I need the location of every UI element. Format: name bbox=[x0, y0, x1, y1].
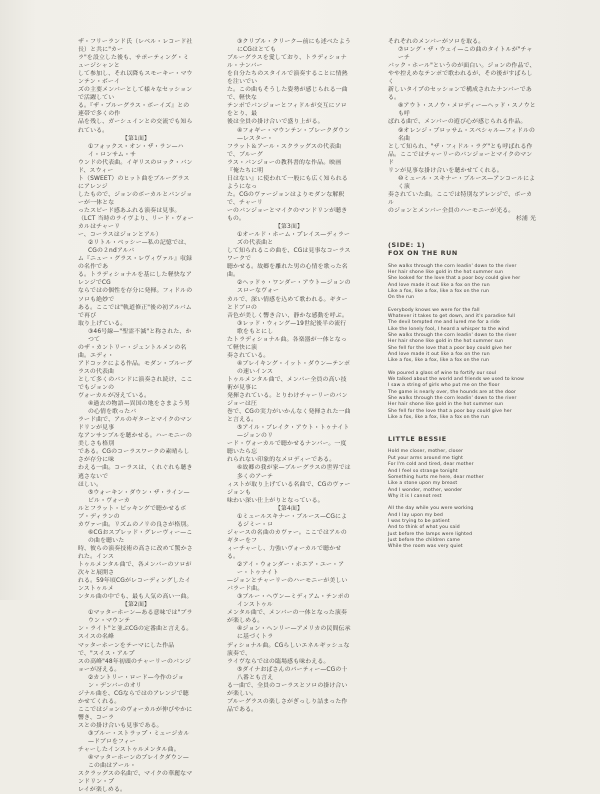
note-line: 聴かせる。故郷を離れた男の心情を歌った名曲。 bbox=[227, 264, 348, 279]
author-signature: 杉浦 光 bbox=[515, 216, 536, 223]
track-note-start: ⑤アイル・ブレイク・アウト・トゥナイト—ジョンのリ bbox=[237, 425, 350, 440]
side-heading: 【第4面】 bbox=[274, 505, 304, 512]
note-line: ヴォーカルが冴えている。 bbox=[78, 393, 151, 400]
note-line: カヴァー曲。リズムのノリの良さが格別。 bbox=[78, 521, 193, 528]
lyric-line: Hold me closer, mother, closer bbox=[388, 449, 464, 455]
track-note-start: ②リトル・ベッシー—私の記憶では、CGの２ndアルバ bbox=[88, 240, 191, 255]
note-line: なアンサンブルを聴かせる。ハーモニーの美しさも格別 bbox=[78, 433, 193, 448]
note-line: 後は全員の掛け合いで盛り上がる。 bbox=[227, 119, 324, 126]
lyric-line: She walks through the corn leadin' down to the river bbox=[388, 332, 517, 338]
lyric-line: Her hair shone like gold in the hot summer sun bbox=[388, 402, 504, 408]
lyric-line: Like a stone upon my breast bbox=[388, 481, 458, 487]
side-heading: 【第3面】 bbox=[274, 224, 304, 231]
track-note-start: ⑥CGおスプレッド・グレーヴィー—この曲を聴いた bbox=[88, 529, 193, 544]
song-title-fox-on-the-run: FOX ON THE RUN bbox=[388, 249, 458, 258]
note-line: ン・ライト"と並ぶCGの定番曲と言える。スイスの名峰 bbox=[78, 626, 193, 641]
lyric-line: Her hair shone like gold in the hot summer sun bbox=[388, 269, 504, 275]
note-line: ト（SWEET）のヒット曲をブルーグラスにアレンジ bbox=[78, 175, 190, 190]
notes-column-right bbox=[388, 38, 538, 594]
note-line: 品。ここではチャーリーのバンジョーとマイクのマンド bbox=[388, 151, 533, 166]
lyric-line: We talked about the world and friends we used to know bbox=[388, 377, 525, 383]
track-note-start: ②カントリー・ロード—今作のジョン・デンバーのオリ bbox=[88, 674, 184, 689]
note-line: ブルーグラスを愛しており、トラディショナル・ナンバー bbox=[227, 55, 347, 70]
note-line: スとの掛け合いも見事である。 bbox=[78, 722, 163, 729]
note-line: （LCT 当時のライヴより、リード・ヴォーカルはチャーリ bbox=[78, 216, 194, 231]
note-line: ある。ここでは"軌道修正"後の初アルバムで再び bbox=[78, 304, 192, 319]
note-line: ィーチャーし、力強いヴォーカルで聴かせる。 bbox=[227, 545, 342, 560]
note-line: ザ・フリーランド氏（レベル・レコード社長）と共に"カー bbox=[78, 39, 193, 54]
note-line: た。CGのヴァージョンはよりモダンな解釈で、チャーリ bbox=[227, 191, 345, 206]
note-line: アドコックによる作品。モダン・ブルーグラスの代表曲 bbox=[78, 360, 193, 375]
note-line: を自分たちのスタイルで演奏することに情熱を注いでい bbox=[227, 71, 348, 86]
note-line: したもので、ジョンのボーカルとバンジョーが一体とな bbox=[78, 191, 193, 206]
note-line: 味わい深い仕上がりとなっている。 bbox=[227, 497, 324, 504]
lyric-line: While the room was very quiet bbox=[388, 544, 463, 550]
lyric-line: Why it is I cannot rest bbox=[388, 493, 442, 499]
lyric-line: On the run bbox=[388, 295, 415, 301]
lyric-line: She fell for the love that a poor boy could give her bbox=[388, 345, 512, 351]
lyric-line: She walks through the corn leadin' down to the river bbox=[388, 263, 517, 269]
lyric-line: And to think of what you said bbox=[388, 525, 460, 531]
lyric-line: I saw a string of girls who put me on the floor bbox=[388, 383, 500, 389]
note-line: カルで、深い情感を込めて歌われる。ギターとドブロの bbox=[227, 296, 348, 311]
note-line: のザ・カントリー・ジェントルメンの名曲。エディ・ bbox=[78, 344, 187, 359]
note-line: フラット＆アール・スクラッグスの代表曲で、ブルーグ bbox=[227, 143, 342, 158]
side-heading: 【第1面】 bbox=[121, 135, 151, 142]
note-line: 時、彼らの演奏技術の高さに改めて驚かされた。インス bbox=[78, 545, 193, 560]
note-line: る。『ザ・ブルーグラス・ボーイズ』との連帯で多くの作 bbox=[78, 103, 190, 118]
lyric-line: I was trying to be patient bbox=[388, 518, 450, 524]
note-line: 品を残し、ガーシュインとの交流でも知られている。 bbox=[78, 119, 193, 134]
note-line: 取り上げている。 bbox=[78, 320, 127, 327]
note-line: ンタル曲の中でも、最も人気の高い一曲。 bbox=[78, 594, 193, 601]
note-line: トゥルメンタル曲で、各メンバーのソロが次々と展開さ bbox=[78, 562, 192, 577]
track-note-start: ⑨オレンジ・ブロッサム・スペシャル—フィドルの名曲 bbox=[398, 127, 536, 142]
track-note-start: ③レッド・ウィング—19世紀後半の流行歌をもとにし bbox=[237, 320, 347, 335]
lyric-line: She looked for the love that a poor boy could give her bbox=[388, 276, 521, 282]
song-title-little-bessie: LITTLE BESSIE bbox=[388, 435, 447, 444]
track-note-start: ④マッターホーンのブレイクダウン—この曲はアール・ bbox=[88, 755, 189, 770]
track-note-start: ⑩ミュール・スキナー・ブルース—アンコールによく演 bbox=[398, 175, 536, 190]
note-line: ズの主要メンバーとして様々なセッションで活躍してい bbox=[78, 87, 193, 102]
lyric-line: Like a fox, like a fox, like a fox on the run bbox=[388, 358, 490, 364]
note-line: ード・ヴォーカルで聴かせるナンバー。一度聴いたら忘 bbox=[227, 441, 347, 456]
note-line: ルとフラット・ピッキングで聴かせるボブ・ディランの bbox=[78, 505, 187, 520]
track-note-start: ①オールド・ホーム・プレイス—ディラーズの代表曲と bbox=[237, 232, 350, 247]
track-note-start: ③ブルー・ストラップ・ミュージカル—ドブロをフィー bbox=[88, 731, 190, 746]
lyric-line: Just before the children came bbox=[388, 537, 461, 543]
track-note-start: ⑥故郷の我が家—ブルーグラスの世界では多くのアーテ bbox=[237, 465, 351, 480]
note-line: マッターホーンをテーマにした作品で、"スイス・アルプ bbox=[78, 642, 175, 657]
track-note-start: ③46号線—"聖霊不滅"と称された、かつて bbox=[88, 328, 192, 343]
note-line: ジャースの名曲のカヴァー。ここではアルのギターをフ bbox=[227, 529, 347, 544]
note-line: 新しいタイプのセッションで構成されたナンバーである。 bbox=[388, 87, 532, 102]
note-line: メンタル曲で、メンバーの一体となった演奏が楽しめる。 bbox=[227, 610, 348, 625]
track-note-start: ③ブルー・ヘヴン—ミディアム・テンポのインストゥル bbox=[237, 594, 350, 609]
note-line: 巻で、CGの実力がいかんなく発揮された一曲と言える。 bbox=[227, 409, 351, 424]
lyric-line: Something hurts me here, dear mother bbox=[388, 474, 484, 480]
note-line: ブルーグラスの楽しさがぎっしり詰まった作品である。 bbox=[227, 698, 348, 713]
note-line: ほしい。 bbox=[78, 481, 103, 488]
note-line: ディショナル曲。CGらしいエネルギッシュな演奏で、 bbox=[227, 642, 350, 657]
note-line: る一曲で、全員のコーラスとソロの掛け合いが楽しい。 bbox=[227, 682, 348, 697]
note-line: 音色が美しく響き合い、静かな感動を呼ぶ。 bbox=[227, 312, 348, 319]
note-line: トゥルメンタル曲で、メンバー全員の高い技術が見事に bbox=[227, 376, 347, 392]
lyric-line: All the day while you were working bbox=[388, 506, 474, 512]
lyric-line: And I wonder, mother, wonder bbox=[388, 487, 463, 493]
note-line: る。トラディショナルを基にした軽快なアレンジでCG bbox=[78, 272, 192, 287]
lyric-line: Her hair shone like gold in the hot summer sun bbox=[388, 339, 504, 345]
note-line: 発揮されている。とりわけチャーリーのバンジョーは圧 bbox=[227, 393, 348, 408]
note-line: 奏されていた曲。ここでは特別なアレンジで、ボーカル bbox=[388, 191, 533, 206]
note-line: ーのバンジョーとマイクのマンドリンが聴きもの。 bbox=[227, 207, 348, 223]
notes-column-left bbox=[78, 38, 194, 794]
lyric-line: And I feel so strange tonight bbox=[388, 468, 458, 474]
note-line: ライヴならではの臨場感も味わえる。 bbox=[227, 658, 330, 665]
lyric-line: We poured a glass of wine to fortify our soul bbox=[388, 370, 497, 376]
lyric-line: She fell for the love that a poor boy could give her bbox=[388, 408, 512, 414]
track-note-start: ⑤ウォーキン・ダウン・ザ・ライン—ビル・ヴォーカ bbox=[88, 489, 190, 504]
note-line: ウンドの代表曲。イギリスのロック・バンド、スウィー bbox=[78, 159, 193, 174]
track-note-start: ④フォギー・マウンテン・ブレークダウン—レスター・ bbox=[237, 127, 351, 142]
lyric-line: And love made it out like a fox on the run bbox=[388, 282, 490, 288]
note-line: ここではジョンのヴォーカルが伸びやかに響き、コーラ bbox=[78, 706, 193, 721]
lyric-line: The devil tempted me and lured me for a ride bbox=[388, 320, 500, 326]
note-line: テンポでバンジョーとフィドルが交互にソロをとり、最 bbox=[227, 103, 347, 118]
note-line: ったスピード感あふれる演奏は見事。 bbox=[78, 207, 181, 214]
note-line: ー、コーラスはジョンとアル） bbox=[78, 232, 162, 239]
lyric-line: Like the lonely fool, I heard a whisper to the wind bbox=[388, 326, 510, 332]
track-note-start: ③クリプル・クリーク—前にも述べたようにCGはとても bbox=[237, 39, 351, 54]
track-note-start: ⑦ロング・ザ・ウェイ—この曲のタイトルが"チャーチ bbox=[398, 47, 533, 62]
note-line: リンが見事な掛け合いを聴かせてくれる。 bbox=[388, 167, 503, 174]
note-line: ラ"を設立した後も、サポーティング・ミュージシャンと bbox=[78, 55, 190, 70]
track-note-start: ⑧アウト・スノウ・メロディー—ヘッド・スノウとも呼 bbox=[398, 103, 536, 118]
note-line: して参加し、それ以降もスモーキー・マウンテン・ボーイ bbox=[78, 71, 193, 86]
note-line: 奏されている。 bbox=[227, 352, 270, 359]
lyric-line: And love made it out like a fox on the run bbox=[388, 352, 490, 357]
note-line: として知られ、"ザ・フィドル・ラグ"とも呼ばれる作 bbox=[388, 143, 533, 150]
lyric-line: Whatever it takes to get down, and it's paradise full bbox=[388, 313, 516, 319]
track-note-start: ⑤ダイナおばさんのパーティー—CGの十八番とも言え bbox=[237, 666, 348, 681]
note-line: わえる一曲。コーラスは、くれぐれも聴き逃さないで bbox=[78, 465, 193, 480]
lyric-line: And I lay upon my bed bbox=[388, 512, 443, 518]
lyric-line: For I'm cold and tired, dear mother bbox=[388, 462, 474, 468]
track-note-start: ④ジョン・ヘンリー—アメリカの民間伝承に基づくトラ bbox=[237, 626, 351, 641]
note-line: スクラッグスの名曲で、マイクの華麗なマンドリン・プ bbox=[78, 771, 193, 786]
lyric-line: Like a fox, like a fox, like a fox on the run bbox=[388, 415, 490, 421]
note-line: ばれる曲で、メンバーの遊び心が感じられる作品。 bbox=[388, 119, 527, 126]
note-line: バック・ホール"というのが面白い。ジョンの作品で、 bbox=[388, 63, 536, 70]
note-line: のジョンとメンバー全員のハーモニーが光る。 bbox=[388, 207, 515, 214]
lyric-line: She walks through the corn leadin' down to the river bbox=[388, 396, 517, 402]
track-note-start: ①フォックス・オン・ザ・ラン—ハイ・ロンサム・サ bbox=[88, 143, 184, 158]
note-line: ならではの個性を存分に発揮。フィドルのソロも絶妙で bbox=[78, 288, 193, 303]
note-line: ム『ニュー・グラス・レヴィヴァル』収録の名作であ bbox=[78, 256, 193, 271]
note-line: チャーしたインストゥルメンタル曲。 bbox=[78, 747, 180, 754]
note-line: して知られるこの曲を、CGは見事なコーラスワークで bbox=[227, 248, 351, 263]
note-line: ラード曲で、アルのギターとマイクのマンドリンが見事 bbox=[78, 417, 193, 432]
note-line: ィストが取り上げている名曲で、CGのヴァージョンも bbox=[227, 481, 351, 496]
note-line: やや控えめなテンポで歌われるが、その後がすばらしく bbox=[388, 71, 533, 86]
lyric-line: Just before the lamps were lighted bbox=[388, 531, 473, 537]
note-line: それぞれのメンバーがソロを取る。 bbox=[388, 39, 485, 45]
lyric-line: Put your arms around me tight bbox=[388, 455, 464, 461]
lyric-line: Like a fox, like a fox, like a fox on the run bbox=[388, 288, 490, 294]
lyric-line: The game is nearly over, the hounds are at the door bbox=[388, 389, 517, 395]
track-note-start: ①マッターホーン—ある意味では"ブラウン・マウンテ bbox=[88, 610, 193, 625]
track-note-start: ④ブレイキング・イット・ダウン—テンポの速いインス bbox=[237, 360, 351, 375]
note-line: たトラディショナル曲。各楽器が一体となって軽快に演 bbox=[227, 336, 347, 351]
track-note-start: ②アイ・ウォンダー・ホエア・ユー・アー・トゥナイト bbox=[237, 562, 345, 577]
track-note-start: ④過去の物語—異国の地をさまよう男の心情を歌ったバ bbox=[88, 401, 191, 416]
note-line: ラス・バンジョーの教科書的な作品。映画『俺たちに明 bbox=[227, 159, 342, 174]
lyric-line: Everybody knows we were for the fall bbox=[388, 307, 480, 313]
side-heading: 【第2面】 bbox=[121, 602, 151, 609]
track-note-start: ①ミュールスキナー・ブルース—CGによるジミー・ロ bbox=[237, 513, 348, 528]
note-line: スの高峰"48年初頭のチャーリーのバンジョーが冴える。 bbox=[78, 658, 192, 673]
note-line: である。CGのコーラスワークの素晴らしさが存分に味 bbox=[78, 449, 190, 464]
note-line: れる。59年頃CGがレコーディングしたインストゥルメ bbox=[78, 578, 191, 593]
note-line: として多くのバンドに演奏され続け、ここでもジョンの bbox=[78, 376, 193, 392]
notes-column-middle bbox=[227, 38, 351, 713]
note-line: レイが楽しめる。 bbox=[78, 787, 127, 794]
track-note-start: ②ヘッドゥ・ワンダー・アウト—ジョンのスローなヴォー bbox=[237, 280, 351, 295]
side-label: (SIDE: 1) bbox=[388, 241, 426, 250]
note-line: —ジョンとチャーリーのハーモニーが美しいバラード曲。 bbox=[227, 578, 348, 593]
note-line: た。この曲もそうした姿勢が感じられる一曲で、軽快な bbox=[227, 87, 348, 102]
note-line: 日はない』に使われて一般にも広く知られるようになっ bbox=[227, 175, 348, 190]
note-line: ジナル曲を、CGならではのアレンジで聴かせてくれる。 bbox=[78, 690, 189, 705]
note-line: れられない印象的なメロディーである。 bbox=[227, 457, 336, 464]
